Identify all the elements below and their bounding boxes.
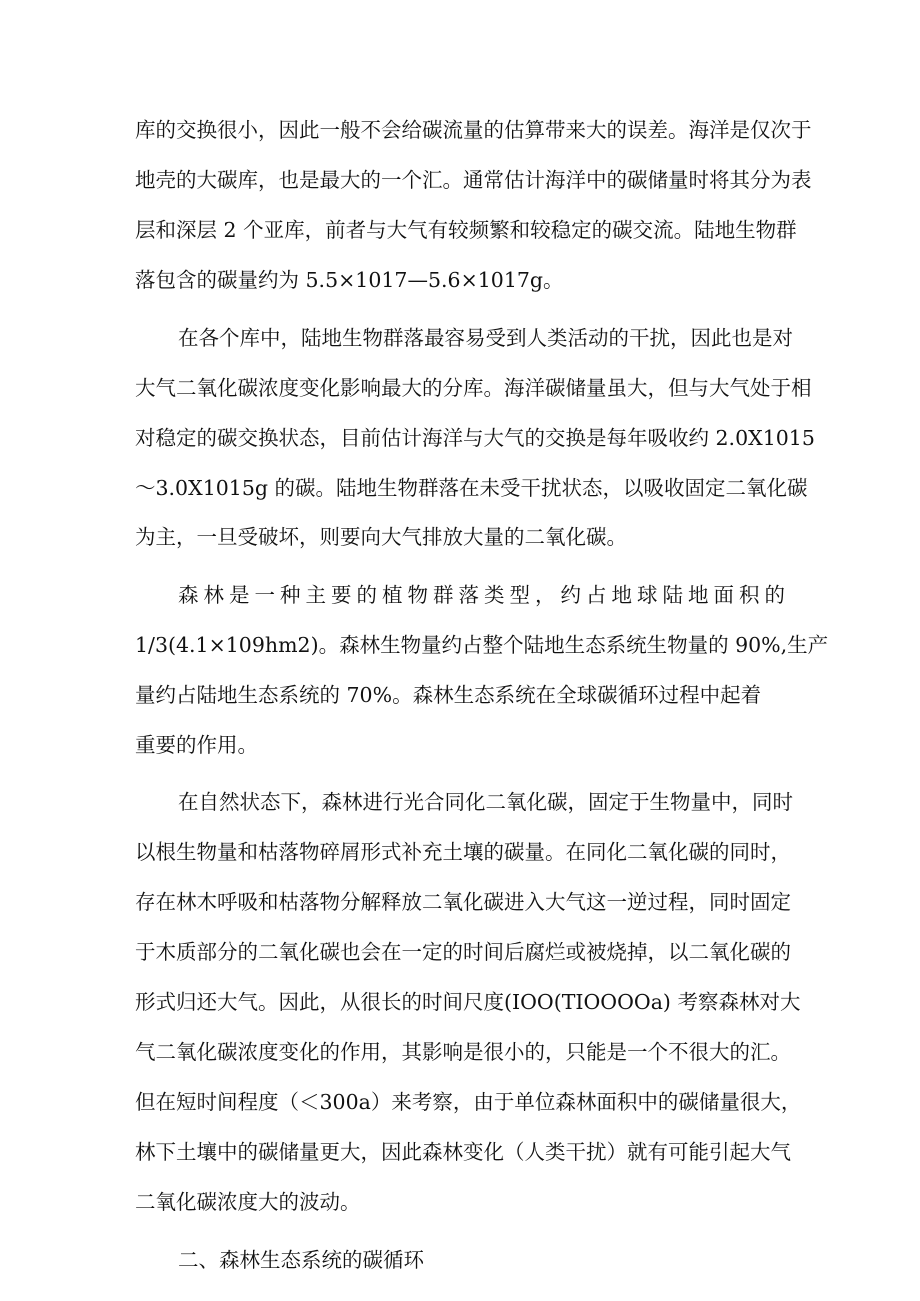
paragraph-4-line-1: 在自然状态下，森林进行光合同化二氧化碳，固定于生物量中，同时 bbox=[178, 790, 793, 814]
paragraph-4-line-2: 以根生物量和枯落物碎屑形式补充土壤的碳量。在同化二氧化碳的同时， bbox=[135, 840, 791, 864]
paragraph-1-line-1: 库的交换很小，因此一般不会给碳流量的估算带来大的误差。海洋是仅次于 bbox=[135, 118, 812, 142]
paragraph-1-line-2: 地壳的大碳库，也是最大的一个汇。通常估计海洋中的碳储量时将其分为表 bbox=[135, 168, 812, 192]
paragraph-4-line-3: 存在林木呼吸和枯落物分解释放二氧化碳进入大气这一逆过程，同时固定 bbox=[135, 890, 791, 914]
paragraph-2-line-3: 对稳定的碳交换状态，目前估计海洋与大气的交换是每年吸收约 2.0X1015 bbox=[135, 426, 815, 450]
paragraph-4-line-8: 林下土壤中的碳储量更大，因此森林变化（人类干扰）就有可能引起大气 bbox=[135, 1140, 791, 1164]
paragraph-4-line-6: 气二氧化碳浓度变化的作用，其影响是很小的，只能是一个不很大的汇。 bbox=[135, 1040, 791, 1064]
paragraph-3-line-2: 1/3(4.1×109hm2)。森林生物量约占整个陆地生态系统生物量的 90%,生产 bbox=[135, 633, 829, 657]
paragraph-2-line-5: 为主，一旦受破坏，则要向大气排放大量的二氧化碳。 bbox=[135, 525, 627, 549]
paragraph-3-line-4: 重要的作用。 bbox=[135, 733, 258, 757]
paragraph-4-line-9: 二氧化碳浓度大的波动。 bbox=[135, 1190, 361, 1214]
paragraph-3-line-3: 量约占陆地生态系统的 70%。森林生态系统在全球碳循环过程中起着 bbox=[135, 683, 762, 707]
paragraph-3-line-1: 森林是一种主要的植物群落类型，约占地球陆地面积的 bbox=[178, 583, 785, 607]
paragraph-2-line-4: ～3.0X1015g 的碳。陆地生物群落在未受干扰状态，以吸收固定二氧化碳 bbox=[135, 476, 808, 500]
section-heading: 二、森林生态系统的碳循环 bbox=[178, 1248, 424, 1272]
paragraph-4-line-7: 但在短时间程度（＜300a）来考察，由于单位森林面积中的碳储量很大， bbox=[135, 1090, 802, 1114]
paragraph-4-line-5: 形式归还大气。因此，从很长的时间尺度(IOO(TIOOOOa) 考察森林对大 bbox=[135, 990, 801, 1014]
paragraph-2-line-2: 大气二氧化碳浓度变化影响最大的分库。海洋碳储量虽大，但与大气处于相 bbox=[135, 376, 812, 400]
paragraph-4-line-4: 于木质部分的二氧化碳也会在一定的时间后腐烂或被烧掉，以二氧化碳的 bbox=[135, 940, 791, 964]
paragraph-1-line-4: 落包含的碳量约为 5.5×1017—5.6×1017g。 bbox=[135, 268, 564, 292]
paragraph-2-line-1: 在各个库中，陆地生物群落最容易受到人类活动的干扰，因此也是对 bbox=[178, 326, 793, 350]
paragraph-1-line-3: 层和深层 2 个亚库，前者与大气有较频繁和较稳定的碳交流。陆地生物群 bbox=[135, 218, 797, 242]
